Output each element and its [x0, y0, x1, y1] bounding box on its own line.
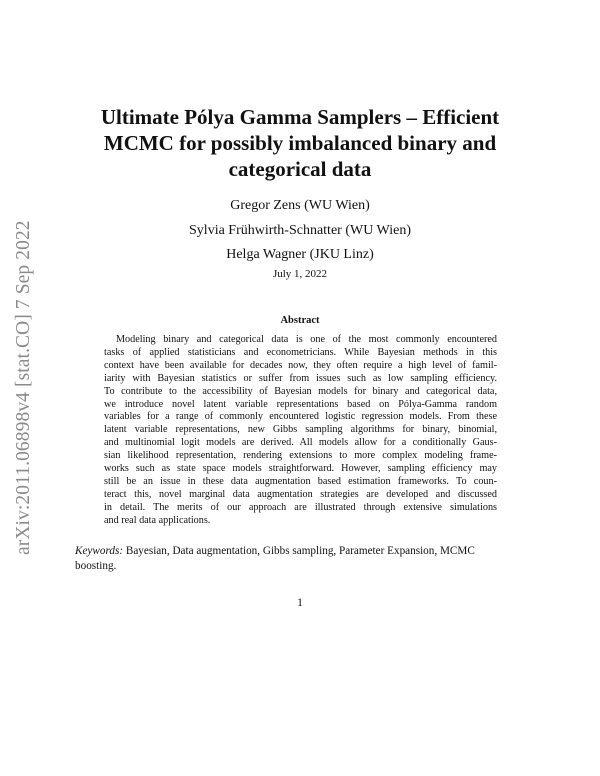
- abstract-line: Modeling binary and categorical data is one of the most commonly encountered: [116, 334, 497, 345]
- abstract-line: in detail. The merits of our approach are illustrated through extensive simulations: [104, 501, 497, 513]
- abstract-line: iarity with Bayesian statistics or suffer from issues such as low sampling efficiency.: [104, 372, 497, 384]
- abstract-line: latent variable representations, new Gibbs sampling algorithms for binary, binomial,: [104, 424, 497, 436]
- keywords-line-2: boosting.: [75, 559, 117, 572]
- abstract-line: works such as state space models straightforward. However, sampling efficiency may: [104, 463, 497, 475]
- author-2: Sylvia Frühwirth-Schnatter (WU Wien): [189, 222, 411, 238]
- title-line: categorical data: [228, 157, 372, 181]
- keywords: [75, 544, 529, 573]
- abstract-line: still be an issue in these data augmentation based estimation frameworks. To coun-: [104, 475, 497, 487]
- paper-date: July 1, 2022: [272, 268, 328, 280]
- keywords-text: Bayesian, Data augmentation, Gibbs sampling, Parameter Expansion, MCMC: [125, 545, 475, 557]
- keywords-label: Keywords:: [75, 545, 124, 557]
- title-line: MCMC for possibly imbalanced binary and: [103, 131, 497, 155]
- paper-title: [60, 104, 540, 182]
- abstract-line: teract this, novel marginal data augmentation strategies are developed and discussed: [104, 488, 497, 500]
- author-list: [60, 194, 540, 268]
- abstract-line: tasks of applied statisticians and econometricians. While Bayesian methods in this: [104, 346, 497, 358]
- abstract-line: context have been available for decades now, they often require a high level of famil-: [104, 359, 497, 371]
- abstract-heading: Abstract: [280, 315, 320, 326]
- abstract-line: sian likelihood representation, rendering extensions to more complex modeling frame-: [104, 450, 497, 462]
- arxiv-identifier: arXiv:2011.06898v4 [stat.CO] 7 Sep 2022: [13, 220, 34, 555]
- abstract-line: we introduce novel latent variable representations based on Pólya-Gamma random: [104, 398, 497, 410]
- abstract-line: and multinomial logit models are derived. All models allow for a conditionally Gaus-: [104, 437, 497, 449]
- abstract-line: and real data applications.: [104, 514, 211, 526]
- abstract-line: To contribute to the accessibility of Bayesian models for binary and categorical data,: [104, 385, 497, 397]
- page-number: 1: [297, 597, 303, 609]
- abstract-line: variables for a range of commonly encountered logistic regression models. From these: [104, 411, 497, 423]
- title-line: Ultimate Pólya Gamma Samplers – Efficient: [100, 105, 500, 129]
- abstract-body: [104, 334, 497, 528]
- author-1: Gregor Zens (WU Wien): [230, 198, 370, 213]
- author-3: Helga Wagner (JKU Linz): [226, 247, 374, 262]
- keywords-line-1: [75, 544, 529, 559]
